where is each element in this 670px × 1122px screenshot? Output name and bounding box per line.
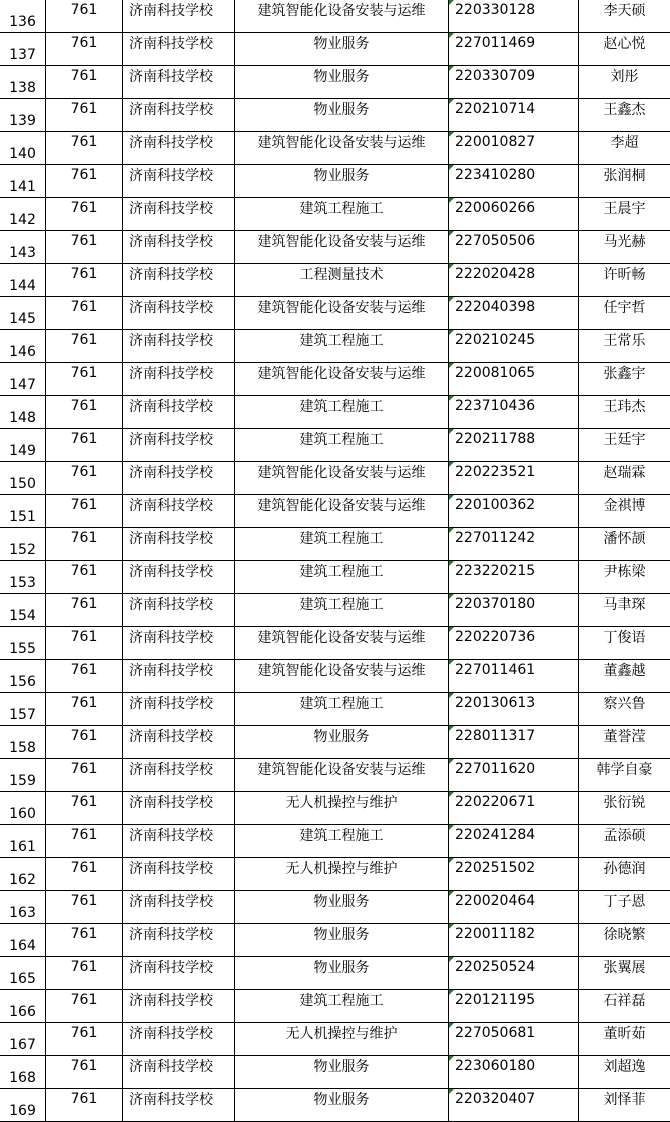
major-cell: 建筑工程施工	[235, 594, 449, 627]
student-number-cell: 220220736	[449, 627, 579, 660]
student-name-cell: 马光赫	[579, 231, 670, 264]
student-name-cell: 马聿琛	[579, 594, 670, 627]
student-name-cell: 刘超逸	[579, 1056, 670, 1089]
row-index-cell: 151	[0, 495, 46, 528]
major-cell: 建筑智能化设备安装与运维	[235, 363, 449, 396]
row-index-cell: 161	[0, 825, 46, 858]
school-name-cell: 济南科技学校	[123, 528, 235, 561]
school-code-cell: 761	[46, 363, 123, 396]
row-index-cell: 148	[0, 396, 46, 429]
school-code-cell: 761	[46, 561, 123, 594]
table-row	[0, 66, 670, 99]
table-row	[0, 396, 670, 429]
student-number-cell: 220121195	[449, 990, 579, 1023]
school-name-cell: 济南科技学校	[123, 1056, 235, 1089]
row-index-cell: 150	[0, 462, 46, 495]
table-row	[0, 297, 670, 330]
student-name-cell: 潘怀颉	[579, 528, 670, 561]
student-number-cell: 228011317	[449, 726, 579, 759]
row-index-cell: 143	[0, 231, 46, 264]
school-name-cell: 济南科技学校	[123, 759, 235, 792]
school-code-cell: 761	[46, 924, 123, 957]
school-code-cell: 761	[46, 396, 123, 429]
table-row	[0, 363, 670, 396]
student-name-cell: 韩学自豪	[579, 759, 670, 792]
major-cell: 建筑智能化设备安装与运维	[235, 660, 449, 693]
student-number-cell: 220011182	[449, 924, 579, 957]
school-name-cell: 济南科技学校	[123, 198, 235, 231]
major-cell: 物业服务	[235, 957, 449, 990]
student-name-cell: 李超	[579, 132, 670, 165]
school-name-cell: 济南科技学校	[123, 693, 235, 726]
student-name-cell: 任宇哲	[579, 297, 670, 330]
row-index-cell: 153	[0, 561, 46, 594]
school-code-cell: 761	[46, 330, 123, 363]
major-cell: 无人机操控与维护	[235, 792, 449, 825]
major-cell: 物业服务	[235, 924, 449, 957]
student-name-cell: 董昕茹	[579, 1023, 670, 1056]
row-index-cell: 136	[0, 0, 46, 33]
major-cell: 建筑智能化设备安装与运维	[235, 759, 449, 792]
school-name-cell: 济南科技学校	[123, 330, 235, 363]
table-row	[0, 132, 670, 165]
row-index-cell: 138	[0, 66, 46, 99]
school-code-cell: 761	[46, 495, 123, 528]
table-row	[0, 957, 670, 990]
school-name-cell: 济南科技学校	[123, 363, 235, 396]
major-cell: 建筑智能化设备安装与运维	[235, 0, 449, 33]
school-name-cell: 济南科技学校	[123, 594, 235, 627]
school-name-cell: 济南科技学校	[123, 495, 235, 528]
school-code-cell: 761	[46, 165, 123, 198]
student-number-cell: 220100362	[449, 495, 579, 528]
school-code-cell: 761	[46, 0, 123, 33]
school-name-cell: 济南科技学校	[123, 660, 235, 693]
major-cell: 建筑工程施工	[235, 396, 449, 429]
school-name-cell: 济南科技学校	[123, 231, 235, 264]
major-cell: 物业服务	[235, 1089, 449, 1122]
school-name-cell: 济南科技学校	[123, 132, 235, 165]
school-name-cell: 济南科技学校	[123, 627, 235, 660]
school-code-cell: 761	[46, 1056, 123, 1089]
student-name-cell: 丁子恩	[579, 891, 670, 924]
major-cell: 建筑工程施工	[235, 198, 449, 231]
student-number-cell: 227050506	[449, 231, 579, 264]
major-cell: 建筑工程施工	[235, 528, 449, 561]
student-name-cell: 徐晓繁	[579, 924, 670, 957]
student-number-cell: 220250524	[449, 957, 579, 990]
major-cell: 无人机操控与维护	[235, 858, 449, 891]
row-index-cell: 155	[0, 627, 46, 660]
table-row	[0, 561, 670, 594]
table-row	[0, 99, 670, 132]
student-number-cell: 223710436	[449, 396, 579, 429]
row-index-cell: 165	[0, 957, 46, 990]
major-cell: 无人机操控与维护	[235, 1023, 449, 1056]
student-number-cell: 220210245	[449, 330, 579, 363]
major-cell: 建筑工程施工	[235, 693, 449, 726]
major-cell: 物业服务	[235, 66, 449, 99]
student-name-cell: 赵瑞霖	[579, 462, 670, 495]
table-row	[0, 528, 670, 561]
school-code-cell: 761	[46, 891, 123, 924]
table-row	[0, 1023, 670, 1056]
major-cell: 物业服务	[235, 891, 449, 924]
student-number-cell: 227011461	[449, 660, 579, 693]
row-index-cell: 149	[0, 429, 46, 462]
row-index-cell: 164	[0, 924, 46, 957]
row-index-cell: 160	[0, 792, 46, 825]
table-row	[0, 924, 670, 957]
major-cell: 物业服务	[235, 33, 449, 66]
student-number-cell: 227011242	[449, 528, 579, 561]
school-code-cell: 761	[46, 594, 123, 627]
student-number-cell: 223410280	[449, 165, 579, 198]
school-code-cell: 761	[46, 792, 123, 825]
student-number-cell: 220211788	[449, 429, 579, 462]
table-row	[0, 1056, 670, 1089]
student-name-cell: 王晨宇	[579, 198, 670, 231]
major-cell: 工程测量技术	[235, 264, 449, 297]
school-name-cell: 济南科技学校	[123, 726, 235, 759]
major-cell: 物业服务	[235, 165, 449, 198]
major-cell: 建筑工程施工	[235, 561, 449, 594]
major-cell: 建筑工程施工	[235, 330, 449, 363]
student-name-cell: 刘彤	[579, 66, 670, 99]
row-index-cell: 158	[0, 726, 46, 759]
school-name-cell: 济南科技学校	[123, 0, 235, 33]
row-index-cell: 152	[0, 528, 46, 561]
school-code-cell: 761	[46, 858, 123, 891]
school-name-cell: 济南科技学校	[123, 165, 235, 198]
student-number-cell: 222040398	[449, 297, 579, 330]
table-row	[0, 264, 670, 297]
table-row	[0, 858, 670, 891]
school-name-cell: 济南科技学校	[123, 825, 235, 858]
school-name-cell: 济南科技学校	[123, 99, 235, 132]
major-cell: 建筑智能化设备安装与运维	[235, 462, 449, 495]
table-row	[0, 891, 670, 924]
school-name-cell: 济南科技学校	[123, 891, 235, 924]
school-name-cell: 济南科技学校	[123, 264, 235, 297]
student-name-cell: 张衍锐	[579, 792, 670, 825]
major-cell: 建筑工程施工	[235, 429, 449, 462]
table-row	[0, 33, 670, 66]
student-name-cell: 王廷宇	[579, 429, 670, 462]
table-row	[0, 198, 670, 231]
student-number-cell: 220251502	[449, 858, 579, 891]
school-name-cell: 济南科技学校	[123, 297, 235, 330]
student-name-cell: 孟添硕	[579, 825, 670, 858]
school-name-cell: 济南科技学校	[123, 429, 235, 462]
student-number-cell: 223220215	[449, 561, 579, 594]
student-name-cell: 张翼展	[579, 957, 670, 990]
student-number-cell: 220010827	[449, 132, 579, 165]
student-number-cell: 220210714	[449, 99, 579, 132]
student-name-cell: 董誉滢	[579, 726, 670, 759]
student-number-cell: 227050681	[449, 1023, 579, 1056]
school-name-cell: 济南科技学校	[123, 561, 235, 594]
major-cell: 建筑智能化设备安装与运维	[235, 627, 449, 660]
major-cell: 物业服务	[235, 1056, 449, 1089]
row-index-cell: 139	[0, 99, 46, 132]
student-name-cell: 李天硕	[579, 0, 670, 33]
school-code-cell: 761	[46, 660, 123, 693]
row-index-cell: 166	[0, 990, 46, 1023]
student-name-cell: 尹栋梁	[579, 561, 670, 594]
table-row	[0, 792, 670, 825]
table-row	[0, 495, 670, 528]
student-number-cell: 223060180	[449, 1056, 579, 1089]
table-row	[0, 429, 670, 462]
student-name-cell: 张润桐	[579, 165, 670, 198]
student-number-cell: 220330128	[449, 0, 579, 33]
row-index-cell: 157	[0, 693, 46, 726]
student-number-cell: 220223521	[449, 462, 579, 495]
student-name-cell: 张鑫宇	[579, 363, 670, 396]
table-row	[0, 825, 670, 858]
student-name-cell: 许昕畅	[579, 264, 670, 297]
major-cell: 建筑智能化设备安装与运维	[235, 132, 449, 165]
major-cell: 建筑智能化设备安装与运维	[235, 495, 449, 528]
school-name-cell: 济南科技学校	[123, 858, 235, 891]
school-name-cell: 济南科技学校	[123, 924, 235, 957]
row-index-cell: 147	[0, 363, 46, 396]
table-row	[0, 693, 670, 726]
school-code-cell: 761	[46, 627, 123, 660]
school-code-cell: 761	[46, 132, 123, 165]
student-number-cell: 220220671	[449, 792, 579, 825]
student-number-cell: 220330709	[449, 66, 579, 99]
table-row	[0, 462, 670, 495]
school-code-cell: 761	[46, 99, 123, 132]
school-code-cell: 761	[46, 297, 123, 330]
school-code-cell: 761	[46, 198, 123, 231]
student-name-cell: 刘怿菲	[579, 1089, 670, 1122]
table-row	[0, 330, 670, 363]
row-index-cell: 159	[0, 759, 46, 792]
row-index-cell: 163	[0, 891, 46, 924]
student-name-cell: 赵心悦	[579, 33, 670, 66]
table-row	[0, 759, 670, 792]
school-code-cell: 761	[46, 429, 123, 462]
table-row	[0, 726, 670, 759]
table-row	[0, 990, 670, 1023]
school-name-cell: 济南科技学校	[123, 462, 235, 495]
table-row	[0, 0, 670, 33]
row-index-cell: 146	[0, 330, 46, 363]
school-name-cell: 济南科技学校	[123, 957, 235, 990]
table-row	[0, 231, 670, 264]
school-name-cell: 济南科技学校	[123, 66, 235, 99]
student-number-cell: 220241284	[449, 825, 579, 858]
school-code-cell: 761	[46, 33, 123, 66]
row-index-cell: 154	[0, 594, 46, 627]
row-index-cell: 169	[0, 1089, 46, 1122]
student-name-cell: 孙德润	[579, 858, 670, 891]
student-number-cell: 220370180	[449, 594, 579, 627]
school-code-cell: 761	[46, 231, 123, 264]
school-code-cell: 761	[46, 990, 123, 1023]
table-row	[0, 1089, 670, 1122]
student-number-cell: 227011469	[449, 33, 579, 66]
row-index-cell: 156	[0, 660, 46, 693]
school-code-cell: 761	[46, 528, 123, 561]
student-number-cell: 220060266	[449, 198, 579, 231]
table-row	[0, 660, 670, 693]
school-code-cell: 761	[46, 726, 123, 759]
school-code-cell: 761	[46, 759, 123, 792]
school-code-cell: 761	[46, 1089, 123, 1122]
student-number-cell: 220020464	[449, 891, 579, 924]
school-name-cell: 济南科技学校	[123, 1023, 235, 1056]
table-row	[0, 165, 670, 198]
student-name-cell: 金祺博	[579, 495, 670, 528]
student-name-cell: 王鑫杰	[579, 99, 670, 132]
row-index-cell: 162	[0, 858, 46, 891]
major-cell: 物业服务	[235, 726, 449, 759]
major-cell: 物业服务	[235, 99, 449, 132]
school-code-cell: 761	[46, 264, 123, 297]
student-name-cell: 王常乐	[579, 330, 670, 363]
row-index-cell: 141	[0, 165, 46, 198]
row-index-cell: 144	[0, 264, 46, 297]
student-name-cell: 王玮杰	[579, 396, 670, 429]
student-number-cell: 220081065	[449, 363, 579, 396]
school-name-cell: 济南科技学校	[123, 990, 235, 1023]
row-index-cell: 145	[0, 297, 46, 330]
school-name-cell: 济南科技学校	[123, 33, 235, 66]
school-name-cell: 济南科技学校	[123, 1089, 235, 1122]
school-code-cell: 761	[46, 66, 123, 99]
student-name-cell: 丁俊语	[579, 627, 670, 660]
row-index-cell: 140	[0, 132, 46, 165]
school-code-cell: 761	[46, 1023, 123, 1056]
row-index-cell: 142	[0, 198, 46, 231]
school-code-cell: 761	[46, 693, 123, 726]
major-cell: 建筑工程施工	[235, 990, 449, 1023]
school-code-cell: 761	[46, 462, 123, 495]
student-number-cell: 220130613	[449, 693, 579, 726]
student-name-cell: 石祥磊	[579, 990, 670, 1023]
major-cell: 建筑智能化设备安装与运维	[235, 231, 449, 264]
row-index-cell: 168	[0, 1056, 46, 1089]
student-name-cell: 董鑫越	[579, 660, 670, 693]
school-name-cell: 济南科技学校	[123, 396, 235, 429]
student-number-cell: 227011620	[449, 759, 579, 792]
table-row	[0, 594, 670, 627]
school-code-cell: 761	[46, 957, 123, 990]
school-name-cell: 济南科技学校	[123, 792, 235, 825]
row-index-cell: 137	[0, 33, 46, 66]
school-code-cell: 761	[46, 825, 123, 858]
student-number-cell: 220320407	[449, 1089, 579, 1122]
student-number-cell: 222020428	[449, 264, 579, 297]
table-row	[0, 627, 670, 660]
student-name-cell: 察兴鲁	[579, 693, 670, 726]
major-cell: 建筑工程施工	[235, 825, 449, 858]
major-cell: 建筑智能化设备安装与运维	[235, 297, 449, 330]
row-index-cell: 167	[0, 1023, 46, 1056]
